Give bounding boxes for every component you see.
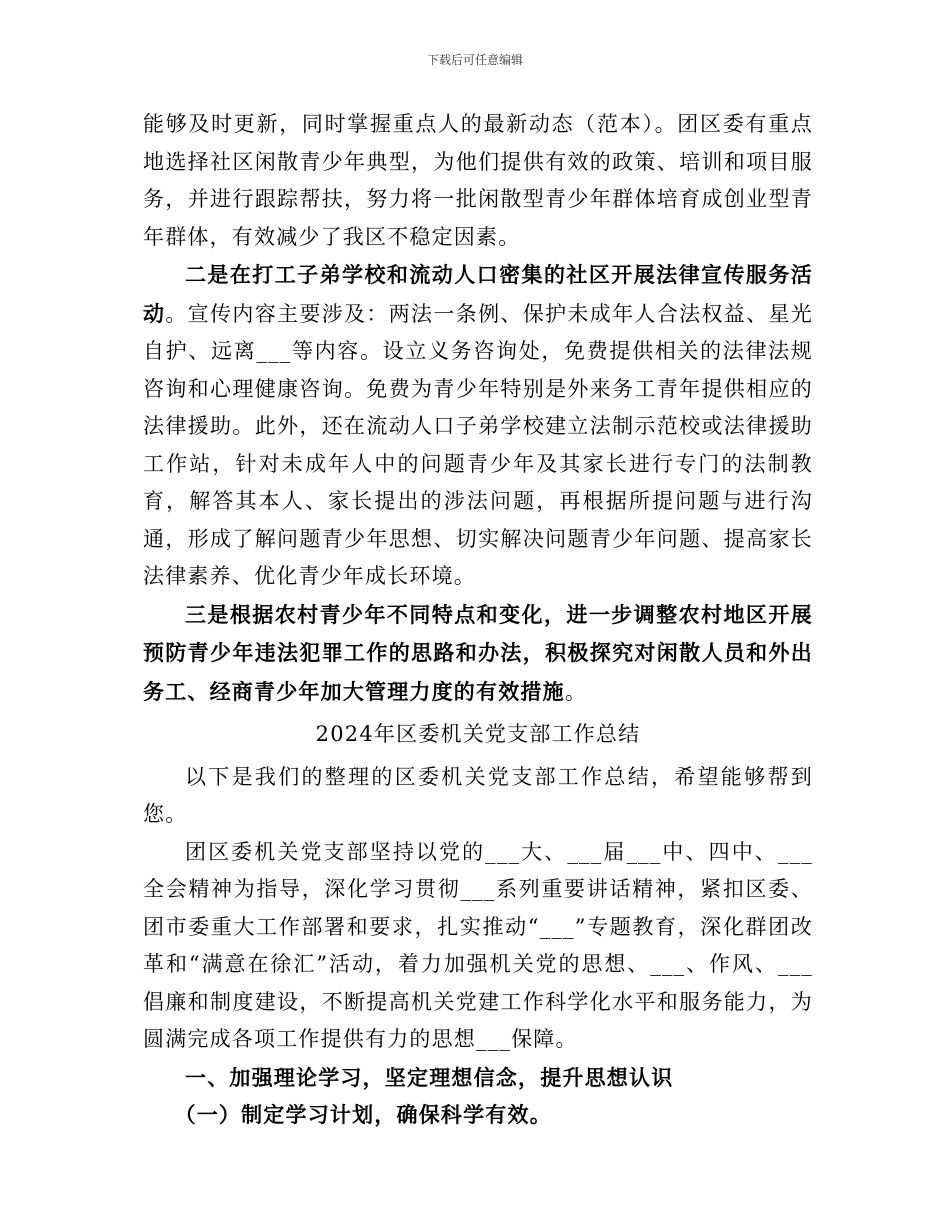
paragraph-4: 以下是我们的整理的区委机关党支部工作总结，希望能够帮到您。 [143,764,813,826]
paragraph-5: 团区委机关党支部坚持以党的___大、___届___中、四中、___全会精神为指导，深化学习贯彻___系列重要讲话精神，紧扣区委、团市委重大工作部署和要求，扎实推动“___”专题教育，深化群团改革和“满意在徐汇”活动，着力加强机关党的思想、___、作风、___倡廉和制度建设，不断提高机关党建工作科学化水平和服务能力，为圆满完成各项工作提供有力的思想___保障。 [143,839,813,1051]
page-header-note: 下载后可任意编辑 [426,53,523,67]
document-body [143,106,813,1134]
paragraph-2 [143,256,813,596]
subsection-heading-1: （一）制定学习计划，确保科学有效。 [174,1102,552,1127]
paragraph-3 [143,596,813,712]
paragraph-1: 能够及时更新，同时掌握重点人的最新动态（范本）。团区委有重点地选择社区闲散青少年典型，为他们提供有效的政策、培训和项目服务，并进行跟踪帮扶，努力将一批闲散型青少年群体培育成创业型青年群体，有效减少了我区不稳定因素。 [143,112,813,249]
paragraph-2-lead: 二是在打工子弟学校和流动人口密集的社区开展法律宣传服务活动 [143,262,813,326]
paragraph-3-end: 。 [564,679,588,704]
document-title: 2024年区委机关党支部工作总结 [315,722,641,746]
paragraph-2-text: 。宣传内容主要涉及：两法一条例、保护未成年人合法权益、星光自护、远离___等内容。设立义务咨询处，免费提供相关的法律法规咨询和心理健康咨询。免费为青少年特别是外来务工青年提供相应的法律援助。此外，还在流动人口子弟学校建立法制示范校或法律援助工作站，针对未成年人中的问题青少年及其家长进行专门的法制教育，解答其本人、家长提出的涉法问题，再根据所提问题与进行沟通，形成了解问题青少年思想、切实解决问题青少年问题、提高家长法律素养、优化青少年成长环境。 [143,301,813,588]
section-heading-1: 一、加强理论学习，坚定理想信念，提升思想认识 [185,1064,674,1090]
paragraph-3-lead: 三是根据农村青少年不同特点和变化，进一步调整农村地区开展预防青少年违法犯罪工作的思路和办法，积极探究对闲散人员和外出务工、经商青少年加大管理力度的有效措施 [143,601,813,704]
